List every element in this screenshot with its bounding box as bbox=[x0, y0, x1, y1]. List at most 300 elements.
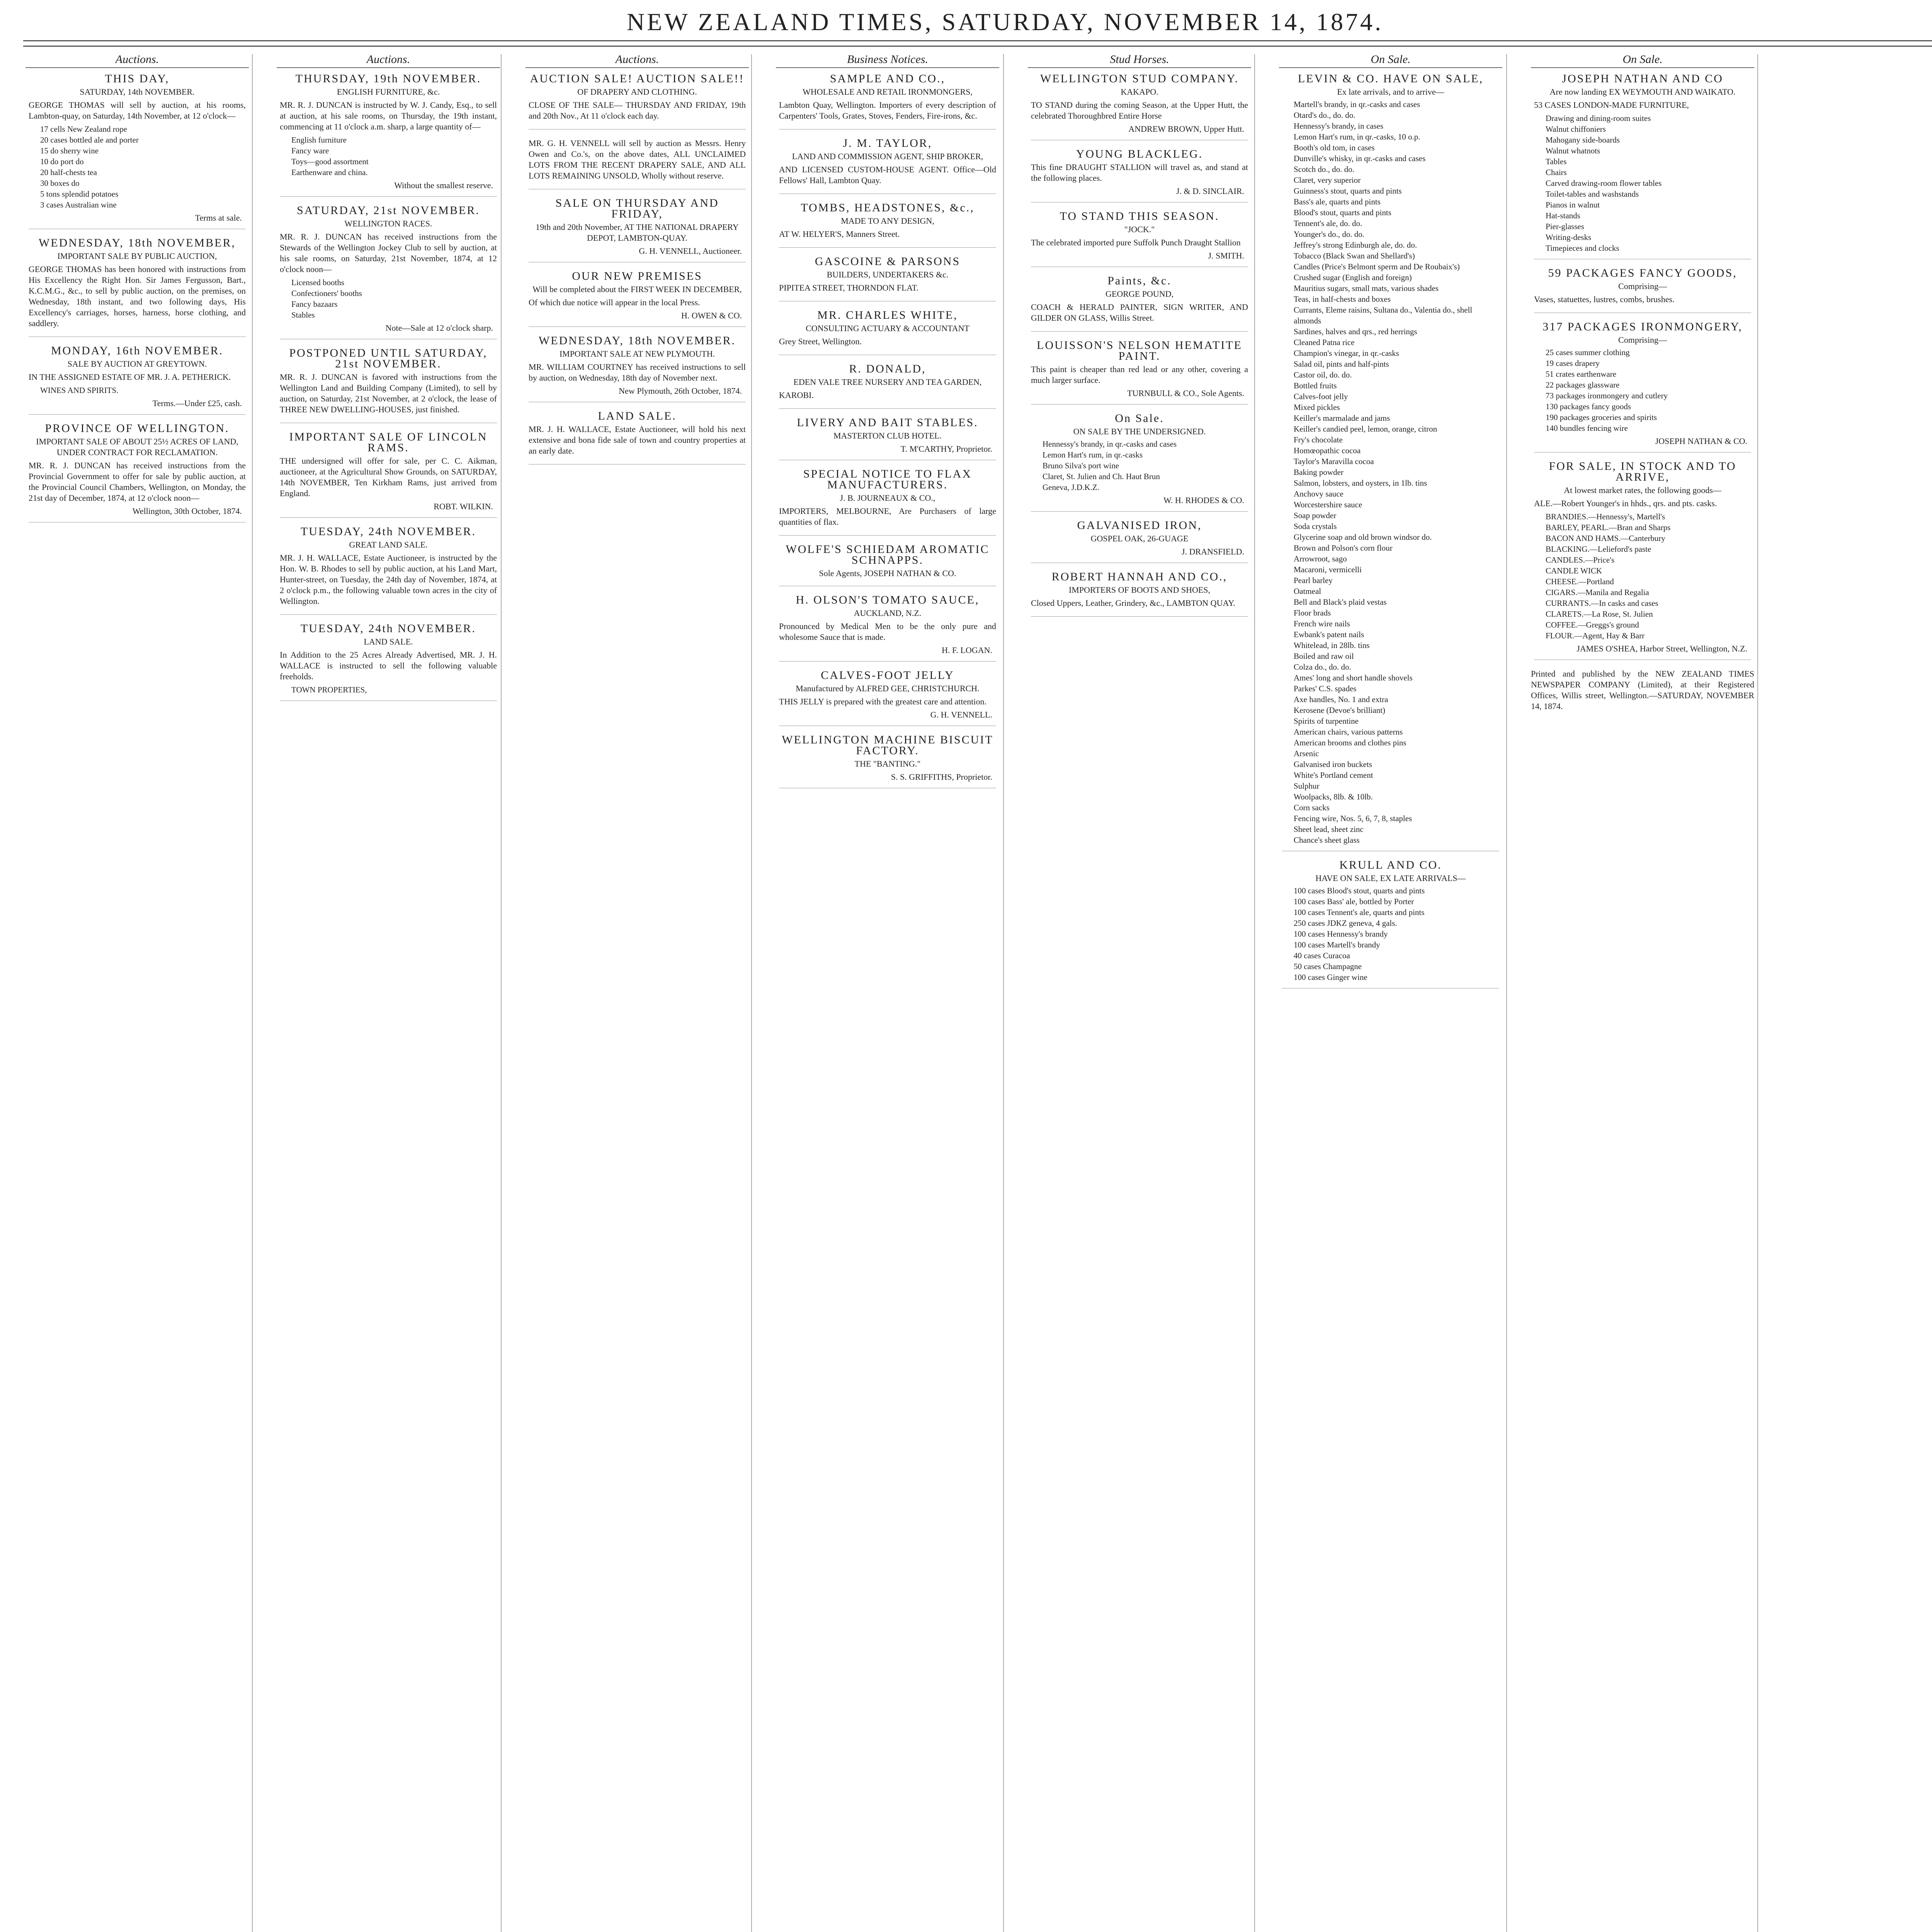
ad-list-item: 19 cases drapery bbox=[1546, 359, 1600, 368]
ad-body: The celebrated imported pure Suffolk Punch Draught Stallion bbox=[1031, 238, 1241, 247]
ad-signature: G. H. VENNELL. bbox=[930, 710, 992, 719]
column-divider bbox=[252, 54, 253, 1932]
masthead-title: NEW ZEALAND TIMES, SATURDAY, NOVEMBER 14, 1874. bbox=[627, 8, 1383, 36]
ad-list-item: CANDLES.—Price's bbox=[1546, 555, 1615, 565]
ad-list-item: Lemon Hart's rum, in qr.-casks bbox=[1043, 450, 1143, 459]
ad-list-item: Hennessy's brandy, in qr.-casks and cases bbox=[1043, 439, 1177, 449]
ad-list-item: Fry's chocolate bbox=[1294, 435, 1343, 444]
ad-list-item: Whitelead, in 28lb. tins bbox=[1294, 641, 1370, 650]
ad-list-item: Fancy bazaars bbox=[291, 299, 338, 309]
ad-signature: G. H. VENNELL, Auctioneer. bbox=[639, 246, 742, 256]
column-header: Auctions. bbox=[26, 54, 249, 68]
ad-body: Closed Uppers, Leather, Grindery, &c., LAMBTON QUAY. bbox=[1031, 598, 1235, 608]
ad-signature: Wellington, 30th October, 1874. bbox=[132, 506, 242, 516]
ad-list-item: Martell's brandy, in qr.-casks and cases bbox=[1294, 100, 1420, 109]
advertisement bbox=[1031, 413, 1248, 512]
ad-list-item: FLOUR.—Agent, Hay & Barr bbox=[1546, 631, 1645, 640]
ad-title: Paints, &c. bbox=[1107, 274, 1172, 287]
ad-subtitle: KAKAPO. bbox=[1121, 87, 1158, 97]
ad-list-item: Teas, in half-chests and boxes bbox=[1294, 294, 1391, 304]
ad-title: OUR NEW PREMISES bbox=[572, 270, 702, 282]
column-2 bbox=[277, 54, 500, 1932]
ad-body: This paint is cheaper than red lead or any other, covering a much larger surface. bbox=[1031, 364, 1248, 385]
ad-list-item: Writing-desks bbox=[1546, 233, 1592, 242]
advertisement bbox=[779, 364, 996, 409]
ad-title: FOR SALE, IN STOCK AND TO ARRIVE, bbox=[1549, 460, 1736, 483]
ad-list-item: Hennessy's brandy, in cases bbox=[1294, 121, 1384, 131]
advertisement bbox=[29, 423, 246, 522]
column-4 bbox=[776, 54, 999, 1932]
ad-list-item: American chairs, various patterns bbox=[1294, 727, 1403, 736]
advertisement bbox=[29, 345, 246, 415]
advertisement bbox=[779, 202, 996, 248]
ad-list-item: BACON AND HAMS.—Canterbury bbox=[1546, 534, 1665, 543]
ad-list-item: BLACKING.—Lelieford's paste bbox=[1546, 544, 1651, 554]
advertisement bbox=[1534, 321, 1751, 452]
ad-list-item: Corn sacks bbox=[1294, 803, 1330, 812]
ad-list-item: 100 cases Martell's brandy bbox=[1294, 940, 1380, 949]
ad-signature: TURNBULL & CO., Sole Agents. bbox=[1127, 388, 1244, 398]
ad-list-item: Keiller's candied peel, lemon, orange, citron bbox=[1294, 424, 1437, 434]
ad-body: MR. G. H. VENNELL will sell by auction as Messrs. Henry Owen and Co.'s, on the above dates, ALL UNCLAIMED LOTS FROM THE RECENT DRAPERY SALE, AND ALL LOTS REMAINING UNSOLD, Wholly without reserve. bbox=[529, 138, 746, 180]
ad-list-item: Scotch do., do. do. bbox=[1294, 165, 1354, 174]
ad-signature: ANDREW BROWN, Upper Hutt. bbox=[1128, 124, 1244, 134]
ad-title: J. M. TAYLOR, bbox=[843, 137, 932, 150]
ad-title: GALVANISED IRON, bbox=[1077, 519, 1202, 532]
advertisement bbox=[280, 205, 497, 339]
ad-title: LOUISSON'S NELSON HEMATITE PAINT. bbox=[1037, 339, 1242, 362]
advertisement bbox=[1282, 860, 1499, 988]
ad-list-item: Pianos in walnut bbox=[1546, 200, 1600, 209]
ad-title: AUCTION SALE! AUCTION SALE!! bbox=[530, 72, 745, 85]
ad-body: PIPITEA STREET, THORNDON FLAT. bbox=[779, 283, 919, 293]
ad-list-item: Salmon, lobsters, and oysters, in 1lb. tins bbox=[1294, 478, 1427, 488]
ad-list-item: Mauritius sugars, small mats, various shades bbox=[1294, 284, 1439, 293]
ad-title: On Sale. bbox=[1115, 412, 1164, 425]
ad-list-item: Bass's ale, quarts and pints bbox=[1294, 197, 1381, 206]
ad-list-item: 100 cases Hennessy's brandy bbox=[1294, 929, 1388, 939]
ad-list-item: Bottled fruits bbox=[1294, 381, 1337, 390]
ad-subtitle: J. B. JOURNEAUX & CO., bbox=[840, 493, 935, 503]
ad-list-item: Fancy ware bbox=[291, 146, 329, 155]
ad-list-item: 73 packages ironmongery and cutlery bbox=[1546, 391, 1668, 400]
column-divider bbox=[1254, 54, 1255, 1932]
ad-subtitle: ON SALE BY THE UNDERSIGNED. bbox=[1073, 427, 1206, 436]
advertisement bbox=[779, 469, 996, 536]
ad-list-item: BRANDIES.—Hennessy's, Martell's bbox=[1546, 512, 1665, 521]
advertisement bbox=[280, 623, 497, 701]
ad-subtitle: IMPORTANT SALE BY PUBLIC AUCTION, bbox=[57, 251, 217, 261]
ad-signature: JOSEPH NATHAN & CO. bbox=[1655, 436, 1747, 446]
ad-body: IMPORTERS, MELBOURNE, Are Purchasers of large quantities of flax. bbox=[779, 506, 996, 527]
column-header: Auctions. bbox=[526, 54, 749, 68]
ad-signature: H. OWEN & CO. bbox=[681, 311, 742, 320]
ad-list-item: 25 cases summer clothing bbox=[1546, 348, 1630, 357]
ad-body: MR. R. J. DUNCAN is favored with instructions from the Wellington Land and Building Company (Limited), to sell by auction, on Saturday, 21st November, at 2 o'clock, the lease of THREE NEW DWELLING-HOUSES, just finished. bbox=[280, 372, 497, 414]
ad-list-item: 30 boxes do bbox=[40, 179, 80, 188]
ad-list-item: Walnut chiffoniers bbox=[1546, 124, 1606, 134]
ad-list-item: Otard's do., do. do. bbox=[1294, 111, 1355, 120]
ad-body: KAROBI. bbox=[779, 390, 814, 400]
ad-title: SAMPLE AND CO., bbox=[830, 72, 946, 85]
ad-body: ALE.—Robert Younger's in hhds., qrs. and pts. casks. bbox=[1534, 498, 1717, 508]
advertisement bbox=[1282, 73, 1499, 851]
ad-list-item: Blood's stout, quarts and pints bbox=[1294, 208, 1391, 217]
ad-subtitle: GEORGE POUND, bbox=[1105, 289, 1173, 299]
column-divider bbox=[751, 54, 752, 1932]
ad-body: THIS JELLY is prepared with the greatest care and attention. bbox=[779, 697, 987, 706]
ad-subtitle: GOSPEL OAK, 26-GUAGE bbox=[1090, 534, 1189, 543]
ad-list-item: WINES AND SPIRITS. bbox=[40, 386, 119, 395]
ad-list-item: 5 tons splendid potatoes bbox=[40, 189, 119, 199]
ad-list-item: Carved drawing-room flower tables bbox=[1546, 179, 1662, 188]
ad-subtitle: Sole Agents, JOSEPH NATHAN & CO. bbox=[819, 568, 956, 578]
ad-list-item: Chairs bbox=[1546, 168, 1567, 177]
masthead-rule-bottom bbox=[23, 46, 1932, 47]
ad-subtitle: Comprising— bbox=[1618, 281, 1667, 291]
ad-list-item: Ewbank's patent nails bbox=[1294, 630, 1364, 639]
ad-body: 53 CASES LONDON-MADE FURNITURE, bbox=[1534, 100, 1689, 110]
ad-list-item: Woolpacks, 8lb. & 10lb. bbox=[1294, 792, 1373, 801]
ad-list-item: White's Portland cement bbox=[1294, 770, 1373, 780]
ad-signature: New Plymouth, 26th October, 1874. bbox=[619, 386, 742, 396]
ad-list-item: 100 cases Blood's stout, quarts and pints bbox=[1294, 886, 1425, 895]
advertisement bbox=[29, 238, 246, 337]
ad-title: TO STAND THIS SEASON. bbox=[1060, 210, 1219, 223]
ad-list-item: Spirits of turpentine bbox=[1294, 716, 1359, 726]
advertisement bbox=[779, 735, 996, 788]
ad-title: LEVIN & CO. HAVE ON SALE, bbox=[1298, 72, 1484, 85]
advertisement bbox=[529, 411, 746, 464]
advertisement bbox=[1031, 571, 1248, 617]
ad-title: TUESDAY, 24th NOVEMBER. bbox=[300, 622, 476, 635]
ad-list-item: Tobacco (Black Swan and Shellard's) bbox=[1294, 251, 1415, 260]
ad-list-item: Floor brads bbox=[1294, 608, 1331, 617]
ad-list-item: 20 half-chests tea bbox=[40, 168, 97, 177]
ad-title: YOUNG BLACKLEG. bbox=[1076, 148, 1203, 160]
ad-list-item: Mixed pickles bbox=[1294, 403, 1340, 412]
ad-list-item: Geneva, J.D.K.Z. bbox=[1043, 483, 1099, 492]
ad-signature: Terms.—Under £25, cash. bbox=[152, 398, 242, 408]
ad-subtitle: At lowest market rates, the following goods— bbox=[1564, 485, 1721, 495]
ad-body: Lambton Quay, Wellington. Importers of every description of Carpenters' Tools, Grates, Stoves, Fenders, Fire-irons, &c. bbox=[779, 100, 996, 121]
advertisement bbox=[779, 595, 996, 662]
ad-list-item: 15 do sherry wine bbox=[40, 146, 99, 155]
ad-title: WOLFE'S SCHIEDAM AROMATIC SCHNAPPS. bbox=[786, 543, 990, 566]
ad-subtitle: EDEN VALE TREE NURSERY AND TEA GARDEN, bbox=[793, 377, 982, 387]
ad-subtitle: 19th and 20th November, AT THE NATIONAL DRAPERY DEPOT, LAMBTON-QUAY. bbox=[536, 222, 739, 243]
ad-body: GEORGE THOMAS has been honored with instructions from His Excellency the Right Hon. Sir James Fergusson, Bart., K.C.M.G., &c., to sell by public auction, on the premises, on Wednesday, 18th instant, and two following days, His Excellency's carriages, horses, harness, horse clothing, and saddlery. bbox=[29, 264, 246, 328]
ad-list-item: Toys—good assortment bbox=[291, 157, 369, 166]
ad-list-item: Galvanised iron buckets bbox=[1294, 760, 1372, 769]
ad-list-item: Confectioners' booths bbox=[291, 289, 362, 298]
advertisement bbox=[1031, 520, 1248, 563]
ad-signature: Note—Sale at 12 o'clock sharp. bbox=[385, 323, 493, 333]
column-header: Business Notices. bbox=[776, 54, 999, 68]
ad-body: TO STAND during the coming Season, at the Upper Hutt, the celebrated Thoroughbred Entire Horse bbox=[1031, 100, 1248, 121]
ad-list-item: Licensed booths bbox=[291, 278, 345, 287]
ad-signature: Terms at sale. bbox=[195, 213, 242, 223]
ad-signature: J. & D. SINCLAIR. bbox=[1176, 186, 1244, 196]
ad-title: WELLINGTON MACHINE BISCUIT FACTORY. bbox=[782, 733, 993, 757]
ad-title: H. OLSON'S TOMATO SAUCE, bbox=[796, 594, 980, 606]
column-6 bbox=[1279, 54, 1502, 1932]
ad-title: THIS DAY, bbox=[105, 72, 170, 85]
ad-list-item: BARLEY, PEARL.—Bran and Sharps bbox=[1546, 523, 1671, 532]
ad-list-item: Bell and Black's plaid vestas bbox=[1294, 597, 1387, 607]
ad-list-item: 140 bundles fencing wire bbox=[1546, 423, 1628, 433]
ad-list-item: Chance's sheet glass bbox=[1294, 835, 1360, 845]
advertisement bbox=[529, 138, 746, 189]
ad-list-item: Timepieces and clocks bbox=[1546, 243, 1619, 253]
ad-list-item: Pearl barley bbox=[1294, 576, 1333, 585]
ad-list-item: 100 cases Tennent's ale, quarts and pints bbox=[1294, 908, 1425, 917]
ad-list-item: Parkes' C.S. spades bbox=[1294, 684, 1357, 693]
ad-title: MR. CHARLES WHITE, bbox=[817, 309, 958, 321]
ad-list-item: CLARETS.—La Rose, St. Julien bbox=[1546, 609, 1653, 619]
ad-subtitle: IMPORTANT SALE AT NEW PLYMOUTH. bbox=[559, 349, 715, 359]
ad-list-item: Toilet-tables and washstands bbox=[1546, 189, 1639, 199]
ad-list-item: Crushed sugar (English and foreign) bbox=[1294, 273, 1412, 282]
ad-list-item: Salad oil, pints and half-pints bbox=[1294, 359, 1389, 369]
ad-list-item: 250 cases JDKZ geneva, 4 gals. bbox=[1294, 918, 1397, 928]
ad-body: IN THE ASSIGNED ESTATE OF MR. J. A. PETHERICK. bbox=[29, 372, 231, 382]
ad-list-item: Sardines, halves and qrs., red herrings bbox=[1294, 327, 1417, 336]
ad-title: LIVERY AND BAIT STABLES. bbox=[797, 416, 978, 429]
column-header: On Sale. bbox=[1279, 54, 1502, 68]
ad-subtitle: IMPORTANT SALE OF ABOUT 25½ ACRES OF LAND, UNDER CONTRACT FOR RECLAMATION. bbox=[36, 437, 238, 457]
ad-title: CALVES-FOOT JELLY bbox=[821, 669, 954, 682]
ad-list-item: Champion's vinegar, in qr.-casks bbox=[1294, 349, 1399, 358]
ad-title: ROBERT HANNAH AND CO., bbox=[1051, 570, 1228, 583]
ad-list-item: COFFEE.—Greggs's ground bbox=[1546, 620, 1639, 629]
ad-list-item: Soda crystals bbox=[1294, 522, 1337, 531]
ad-title: THURSDAY, 19th NOVEMBER. bbox=[295, 72, 481, 85]
ad-list-item: Guinness's stout, quarts and pints bbox=[1294, 186, 1402, 196]
ad-list-item: Walnut whatnots bbox=[1546, 146, 1600, 155]
ad-list-item: Homœopathic cocoa bbox=[1294, 446, 1361, 455]
ad-title: MONDAY, 16th NOVEMBER. bbox=[51, 344, 224, 357]
ad-subtitle: Manufactured by ALFRED GEE, CHRISTCHURCH. bbox=[796, 684, 980, 693]
ad-list-item: Sheet lead, sheet zinc bbox=[1294, 825, 1364, 834]
ad-body: MR. WILLIAM COURTNEY has received instructions to sell by auction, on Wednesday, 18th day of November next. bbox=[529, 362, 746, 383]
column-divider bbox=[501, 54, 502, 1932]
ad-subtitle: Ex late arrivals, and to arrive— bbox=[1337, 87, 1444, 97]
ad-title: SALE ON THURSDAY AND FRIDAY, bbox=[555, 197, 719, 220]
ad-subtitle: MASTERTON CLUB HOTEL. bbox=[833, 431, 942, 440]
ad-list-item: Arrowroot, sago bbox=[1294, 554, 1347, 563]
column-divider bbox=[1003, 54, 1004, 1932]
ad-subtitle: SATURDAY, 14th NOVEMBER. bbox=[80, 87, 195, 97]
ad-list-item: Drawing and dining-room suites bbox=[1546, 114, 1651, 123]
ad-list-item: Booth's old tom, in cases bbox=[1294, 143, 1375, 152]
ad-title: GASCOINE & PARSONS bbox=[815, 255, 961, 268]
advertisement bbox=[1534, 73, 1751, 259]
advertisement bbox=[529, 271, 746, 327]
advertisement bbox=[779, 670, 996, 726]
ad-subtitle: "JOCK." bbox=[1124, 224, 1155, 234]
column-5 bbox=[1028, 54, 1251, 1932]
masthead-rule-top bbox=[23, 40, 1932, 41]
ad-list-item: CURRANTS.—In casks and cases bbox=[1546, 599, 1658, 608]
ad-title: WELLINGTON STUD COMPANY. bbox=[1040, 72, 1239, 85]
ad-subtitle: BUILDERS, UNDERTAKERS &c. bbox=[827, 270, 949, 279]
advertisement bbox=[1534, 461, 1751, 660]
ad-signature: J. DRANSFIELD. bbox=[1182, 547, 1244, 556]
ad-list-item: Stables bbox=[291, 310, 315, 320]
ad-signature: H. F. LOGAN. bbox=[942, 645, 992, 655]
ad-list-item: Tables bbox=[1546, 157, 1567, 166]
ad-list-item: Baking powder bbox=[1294, 468, 1344, 477]
ad-list-item: Brown and Polson's corn flour bbox=[1294, 543, 1393, 553]
ad-list-item: Jeffrey's strong Edinburgh ale, do. do. bbox=[1294, 240, 1417, 250]
advertisement bbox=[280, 73, 497, 197]
ad-list-item: Claret, St. Julien and Ch. Haut Brun bbox=[1043, 472, 1160, 481]
advertisement bbox=[779, 73, 996, 129]
ad-subtitle: Comprising— bbox=[1618, 335, 1667, 345]
advertisement bbox=[529, 73, 746, 129]
ad-subtitle: OF DRAPERY AND CLOTHING. bbox=[577, 87, 697, 97]
ad-list-item: Mahogany side-boards bbox=[1546, 135, 1620, 145]
ad-list-item: 130 packages fancy goods bbox=[1546, 402, 1631, 411]
ad-signature: JAMES O'SHEA, Harbor Street, Wellington, N.Z. bbox=[1577, 644, 1747, 653]
advertisement bbox=[779, 138, 996, 194]
ad-title: PROVINCE OF WELLINGTON. bbox=[45, 422, 230, 435]
ad-body: Grey Street, Wellington. bbox=[779, 337, 862, 346]
advertisement bbox=[280, 348, 497, 423]
advertisement bbox=[779, 544, 996, 586]
ad-list-item: Oatmeal bbox=[1294, 587, 1321, 596]
ad-list-item: 40 cases Curacoa bbox=[1294, 951, 1350, 960]
ad-list-item: 50 cases Champagne bbox=[1294, 962, 1362, 971]
advertisement bbox=[1534, 268, 1751, 313]
advertisement bbox=[1031, 149, 1248, 202]
advertisement bbox=[779, 256, 996, 301]
ad-list-item: American brooms and clothes pins bbox=[1294, 738, 1406, 747]
ad-list-item: Taylor's Maravilla cocoa bbox=[1294, 457, 1374, 466]
ad-subtitle: THE "BANTING." bbox=[854, 759, 921, 769]
ad-list-item: Cleaned Patna rice bbox=[1294, 338, 1355, 347]
ad-title: SPECIAL NOTICE TO FLAX MANUFACTURERS. bbox=[803, 468, 972, 491]
ad-list-item: Dunville's whisky, in qr.-casks and cases bbox=[1294, 154, 1426, 163]
ad-subtitle: MADE TO ANY DESIGN, bbox=[841, 216, 934, 226]
ad-body: THE undersigned will offer for sale, per C. C. Aikman, auctioneer, at the Agricultural Show Grounds, on SATURDAY, 14th NOVEMBER, Ten Kirkham Rams, just arrived from England. bbox=[280, 456, 497, 498]
ad-subtitle: WHOLESALE AND RETAIL IRONMONGERS, bbox=[803, 87, 973, 97]
advertisement bbox=[779, 417, 996, 460]
ad-list-item: 20 cases bottled ale and porter bbox=[40, 135, 139, 145]
ad-signature: J. SMITH. bbox=[1208, 251, 1244, 260]
ad-subtitle: GREAT LAND SALE. bbox=[349, 540, 428, 549]
ad-signature: Without the smallest reserve. bbox=[394, 180, 493, 190]
ad-list-item: Tennent's ale, do. do. bbox=[1294, 219, 1362, 228]
ad-list-item: Axe handles, No. 1 and extra bbox=[1294, 695, 1388, 704]
column-divider bbox=[1506, 54, 1507, 1932]
ad-list-item: CIGARS.—Manila and Regalia bbox=[1546, 588, 1649, 597]
ad-body: COACH & HERALD PAINTER, SIGN WRITER, AND GILDER ON GLASS, Willis Street. bbox=[1031, 302, 1248, 323]
ad-subtitle: LAND SALE. bbox=[364, 637, 413, 646]
ad-title: LAND SALE. bbox=[598, 410, 677, 422]
ad-title: KRULL AND CO. bbox=[1339, 859, 1442, 871]
ad-list-item: Castor oil, do. do. bbox=[1294, 370, 1352, 379]
ad-body: MR. R. J. DUNCAN is instructed by W. J. Candy, Esq., to sell at auction, at his sale rooms, on Thursday, the 19th instant, commencing at 11 o'clock a.m. sharp, a large quantity of— bbox=[280, 100, 497, 131]
ad-subtitle: Are now landing EX WEYMOUTH AND WAIKATO. bbox=[1549, 87, 1736, 97]
ad-list-item: Boiled and raw oil bbox=[1294, 651, 1354, 661]
imprint-footer: Printed and published by the NEW ZEALAND TIMES NEWSPAPER COMPANY (Limited), at their Registered Offices, Willis street, Wellington.—SATURDAY, NOVEMBER 14, 1874. bbox=[1531, 669, 1754, 711]
ad-subtitle: Will be completed about the FIRST WEEK IN DECEMBER, bbox=[532, 284, 742, 294]
ad-list-item: 3 cases Australian wine bbox=[40, 200, 117, 209]
ad-signature: ROBT. WILKIN. bbox=[434, 502, 493, 511]
ad-body: Of which due notice will appear in the local Press. bbox=[529, 298, 700, 307]
ad-body: MR. R. J. DUNCAN has received instructions from the Provincial Government to offer for sale by public auction, at the Provincial Council Chambers, Wellington, on Monday, the 21st day of December, 1874, at 12 o'clock noon— bbox=[29, 461, 246, 503]
ad-list-item: 100 cases Bass' ale, bottled by Porter bbox=[1294, 897, 1414, 906]
ad-list-item: Bruno Silva's port wine bbox=[1043, 461, 1119, 470]
ad-subtitle: WELLINGTON RACES. bbox=[344, 219, 432, 228]
advertisement bbox=[1031, 340, 1248, 405]
ad-title: WEDNESDAY, 18th NOVEMBER, bbox=[38, 236, 236, 249]
ad-list-item: Fencing wire, Nos. 5, 6, 7, 8, staples bbox=[1294, 814, 1412, 823]
ad-list-item: TOWN PROPERTIES, bbox=[291, 685, 367, 694]
ad-list-item: 10 do port do bbox=[40, 157, 84, 166]
ad-list-item: Ames' long and short handle shovels bbox=[1294, 673, 1413, 682]
ad-subtitle: SALE BY AUCTION AT GREYTOWN. bbox=[67, 359, 207, 369]
ad-subtitle: IMPORTERS OF BOOTS AND SHOES, bbox=[1068, 585, 1211, 595]
advertisement bbox=[1031, 276, 1248, 332]
ad-list-item: Lemon Hart's rum, in qr.-casks, 10 o.p. bbox=[1294, 132, 1420, 141]
ad-signature: S. S. GRIFFITHS, Proprietor. bbox=[891, 772, 992, 782]
ad-list-item: CANDLE WICK bbox=[1546, 566, 1602, 575]
ad-list-item: Earthenware and china. bbox=[291, 168, 368, 177]
ad-title: TUESDAY, 24th NOVEMBER. bbox=[300, 525, 476, 538]
ad-body: MR. J. H. WALLACE, Estate Auctioneer, is instructed by the Hon. W. B. Rhodes to sell by public auction, at his Land Mart, Hunter-street, on Tuesday, the 24th day of November, 1874, at 2 o'clock p.m., the following valuable town acres in the city of Wellington. bbox=[280, 553, 497, 606]
ad-signature: W. H. RHODES & CO. bbox=[1163, 495, 1244, 505]
ad-body: Pronounced by Medical Men to be the only pure and wholesome Sauce that is made. bbox=[779, 621, 996, 642]
ad-list-item: Anchovy sauce bbox=[1294, 489, 1344, 498]
advertisement bbox=[779, 310, 996, 355]
ad-title: TOMBS, HEADSTONES, &c., bbox=[801, 201, 975, 214]
ad-list-item: Younger's do., do. do. bbox=[1294, 230, 1365, 239]
ad-list-item: 190 packages groceries and spirits bbox=[1546, 413, 1657, 422]
ad-list-item: 17 cells New Zealand rope bbox=[40, 124, 128, 134]
column-header: Stud Horses. bbox=[1028, 54, 1251, 68]
advertisement bbox=[529, 198, 746, 262]
ad-list-item: Currants, Eleme raisins, Sultana do., Valentia do., shell almonds bbox=[1294, 305, 1473, 325]
ad-list-item: Arsenic bbox=[1294, 749, 1319, 758]
ad-body: In Addition to the 25 Acres Already Advertised, MR. J. H. WALLACE is instructed to sell the following valuable freeholds. bbox=[280, 650, 497, 681]
ad-list-item: 100 cases Ginger wine bbox=[1294, 973, 1367, 982]
ad-body: AND LICENSED CUSTOM-HOUSE AGENT. Office—Old Fellows' Hall, Lambton Quay. bbox=[779, 165, 996, 185]
ad-subtitle: AUCKLAND, N.Z. bbox=[854, 608, 922, 618]
ad-subtitle: ENGLISH FURNITURE, &c. bbox=[337, 87, 440, 97]
ad-list-item: Hat-stands bbox=[1546, 211, 1580, 220]
ad-body: CLOSE OF THE SALE— THURSDAY AND FRIDAY, 19th and 20th Nov., At 11 o'clock each day. bbox=[529, 100, 746, 121]
ad-body: MR. R. J. DUNCAN has received instructions from the Stewards of the Wellington Jockey Club to sell by auction, at his sale rooms, on Saturday, 21st November, 1874, at 12 o'clock noon— bbox=[280, 232, 497, 274]
column-1 bbox=[26, 54, 249, 1932]
column-divider bbox=[1757, 54, 1758, 1932]
ad-list-item: Claret, very superior bbox=[1294, 175, 1361, 185]
ad-list-item: Macaroni, vermicelli bbox=[1294, 565, 1362, 574]
ad-list-item: Keiller's marmalade and jams bbox=[1294, 413, 1390, 423]
ad-list-item: Glycerine soap and old brown windsor do. bbox=[1294, 532, 1432, 542]
advertisement bbox=[29, 73, 246, 229]
ad-body: AT W. HELYER'S, Manners Street. bbox=[779, 229, 900, 239]
ad-list-item: Kerosene (Devoe's brilliant) bbox=[1294, 706, 1386, 715]
ad-subtitle: CONSULTING ACTUARY & ACCOUNTANT bbox=[806, 323, 969, 333]
ad-list-item: English furniture bbox=[291, 135, 347, 145]
ad-list-item: Sulphur bbox=[1294, 781, 1320, 791]
ad-body: GEORGE THOMAS will sell by auction, at his rooms, Lambton-quay, on Saturday, 14th November, at 12 o'clock— bbox=[29, 100, 246, 121]
ad-title: IMPORTANT SALE OF LINCOLN RAMS. bbox=[289, 430, 488, 454]
ad-subtitle: LAND AND COMMISSION AGENT, SHIP BROKER, bbox=[792, 151, 983, 161]
